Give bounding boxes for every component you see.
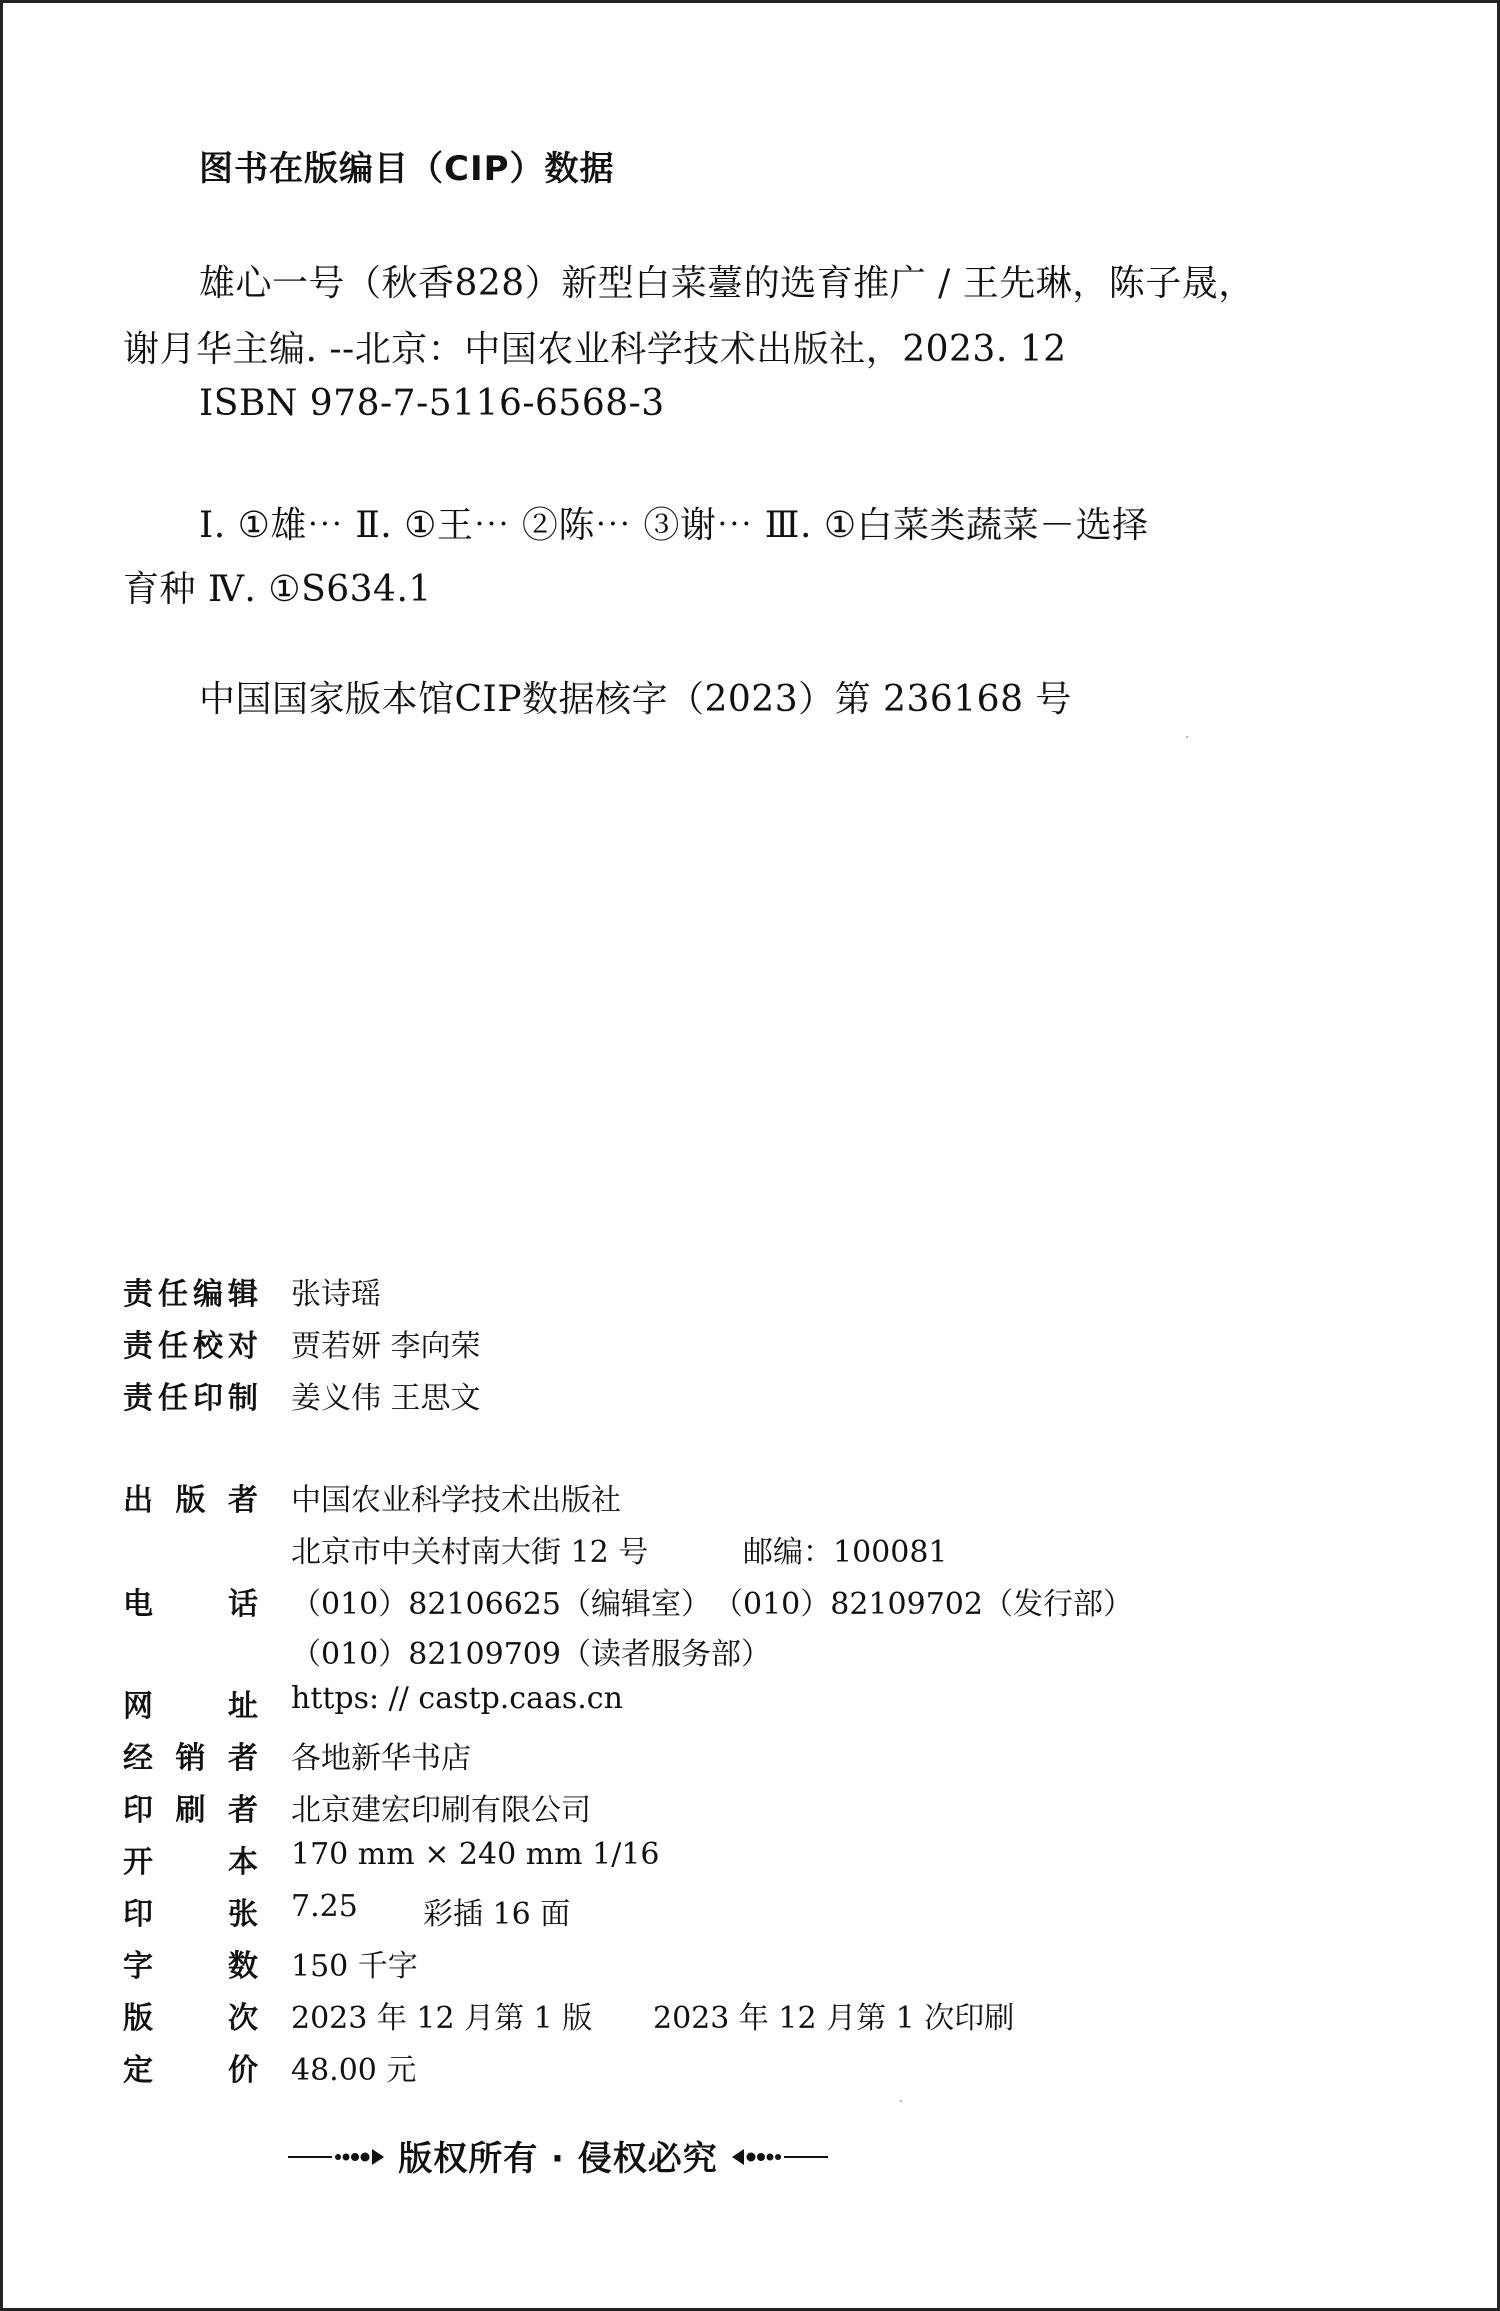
pub-edition-extra: 2023 年 12 月第 1 次印刷 [653,2001,1015,2036]
pub-website-label: 网址 [123,1689,258,1724]
pub-publisher-value: 中国农业科学技术出版社 [291,1483,621,1518]
copyright-text: 版权所有 · 侵权必究 [398,2139,718,2179]
pub-phone-value-1: （010）82106625（编辑室） [291,1587,711,1622]
pub-postcode: 邮编：100081 [743,1535,948,1570]
credit-proofreader-value: 贾若妍 李向荣 [291,1329,481,1364]
pub-phone-value-3: （010）82109709（读者服务部） [291,1637,771,1672]
pub-edition-value: 2023 年 12 月第 1 版 [291,2001,593,2036]
cip-title: 图书在版编目（CIP）数据 [199,149,615,189]
scan-speck [1186,736,1188,738]
copyright-notice [288,2125,828,2185]
pub-address: 北京市中关村南大街 12 号 [291,1535,649,1570]
pub-distributor-label: 经销者 [123,1741,258,1776]
cip-bibliographic-line-2: 谢月华主编. --北京：中国农业科学技术出版社，2023. 12 [123,329,1067,370]
credit-printing-value: 姜义伟 王思文 [291,1381,481,1416]
pub-printer-value: 北京建宏印刷有限公司 [291,1793,591,1828]
pub-format-label: 开本 [123,1845,258,1880]
pub-words-label: 字数 [123,1949,258,1984]
credit-editor-value: 张诗瑶 [291,1277,381,1312]
pub-distributor-value: 各地新华书店 [291,1741,471,1776]
credit-printing-label: 责任印制 [123,1381,258,1416]
pub-format-value: 170 mm × 240 mm 1/16 [291,1837,660,1872]
pub-sheets-label: 印张 [123,1897,258,1932]
pub-words-value: 150 千字 [291,1949,418,1984]
pub-sheets-extra: 彩插 16 面 [423,1897,571,1932]
pub-website-value[interactable]: https: // castp.caas.cn [291,1681,623,1716]
pub-sheets-value: 7.25 [291,1889,358,1924]
pub-printer-label: 印刷者 [123,1793,258,1828]
pub-phone-value-2: （010）82109702（发行部） [713,1587,1133,1622]
cip-isbn: ISBN 978-7-5116-6568-3 [199,383,665,424]
pub-edition-label: 版次 [123,2001,258,2036]
cip-bibliographic-line-1: 雄心一号（秋香828）新型白菜薹的选育推广 / 王先琳，陈子晟， [199,263,1255,304]
cip-library-number: 中国国家版本馆CIP数据核字（2023）第 236168 号 [199,679,1072,720]
pub-price-label: 定价 [123,2053,258,2088]
left-ornament-icon [288,2147,386,2167]
scan-speck [900,2100,902,2102]
credit-proofreader-label: 责任校对 [123,1329,258,1364]
pub-phone-label: 电话 [123,1587,258,1622]
cip-classification-line-1: Ⅰ. ①雄⋯ Ⅱ. ①王⋯ ②陈⋯ ③谢⋯ Ⅲ. ①白菜类蔬菜－选择 [199,505,1149,546]
pub-publisher-label: 出版者 [123,1483,258,1518]
cip-classification-line-2: 育种 Ⅳ. ①S634.1 [123,569,432,610]
right-ornament-icon [730,2147,828,2167]
pub-price-value: 48.00 元 [291,2053,417,2088]
credit-editor-label: 责任编辑 [123,1277,258,1312]
